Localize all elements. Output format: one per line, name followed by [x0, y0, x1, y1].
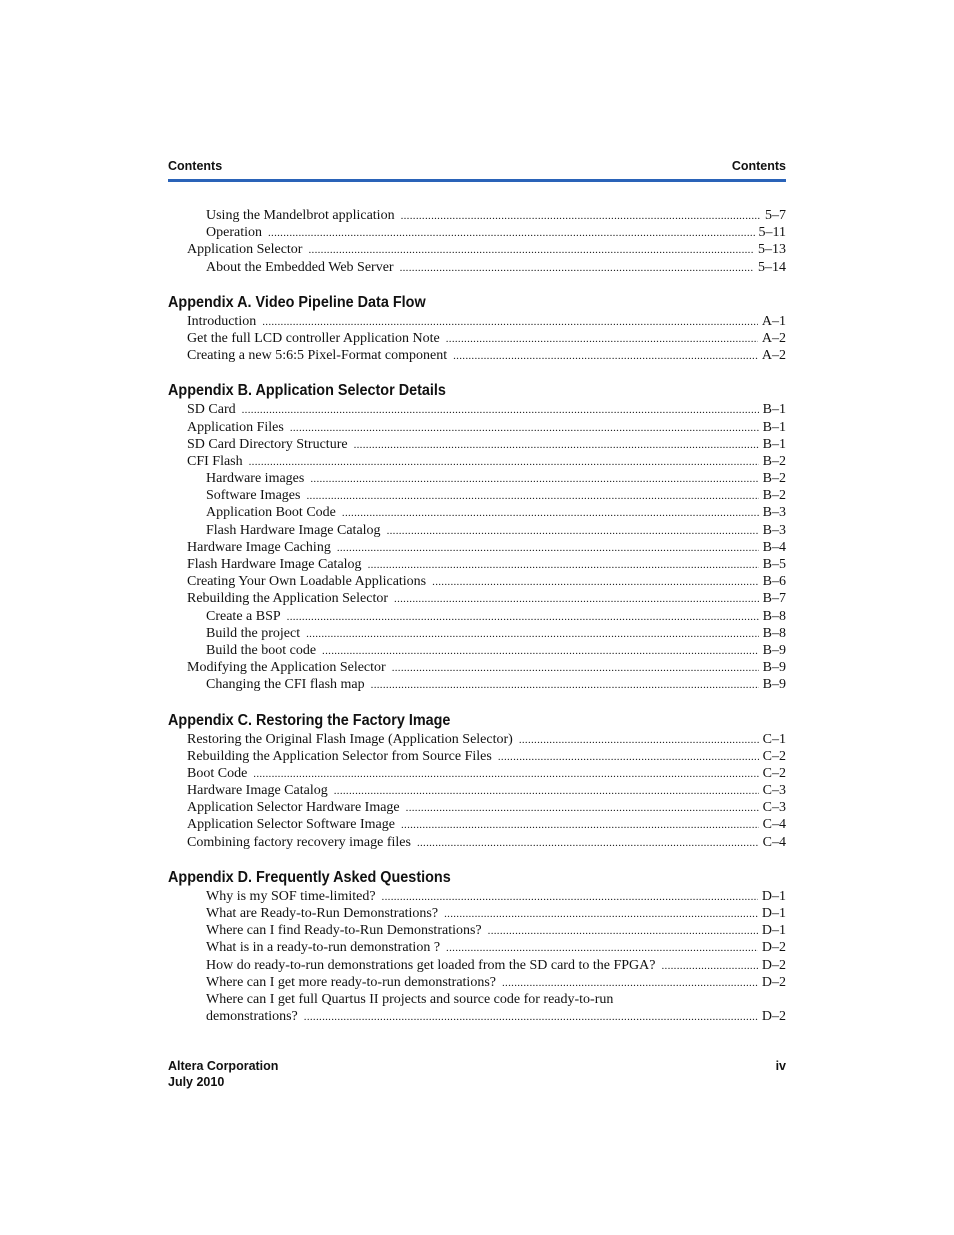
toc-entry[interactable] [168, 330, 786, 347]
toc-entry-title: How do ready-to-run demonstrations get loaded from the SD card to the FPGA? [206, 957, 656, 973]
table-of-contents [168, 207, 786, 1025]
dot-leader [406, 800, 759, 817]
toc-entry-page: A–1 [761, 313, 786, 329]
dot-leader [337, 540, 759, 557]
section-heading[interactable]: Appendix B. Application Selector Details [168, 382, 446, 400]
toc-entry-title: Get the full LCD controller Application Note [187, 330, 440, 346]
dot-leader [322, 643, 759, 660]
dot-leader [268, 225, 755, 242]
toc-entry-page: B–8 [762, 625, 786, 641]
dot-leader [446, 940, 758, 957]
toc-entry-title: Hardware images [206, 471, 305, 487]
dot-leader [249, 454, 759, 471]
section-heading[interactable]: Appendix D. Frequently Asked Questions [168, 868, 451, 886]
toc-entry[interactable] [168, 659, 786, 676]
toc-entry-page: B–6 [762, 574, 786, 590]
toc-entry-title: Creating Your Own Loadable Applications [187, 574, 427, 590]
toc-entry-title: Using the Mandelbrot application [206, 208, 395, 223]
dot-leader [432, 574, 759, 591]
toc-entry-page: D–2 [761, 974, 786, 990]
dot-leader [308, 242, 754, 259]
toc-entry-page: B–8 [762, 608, 786, 624]
dot-leader [401, 208, 761, 225]
toc-entry[interactable] [168, 573, 786, 590]
toc-entry-page: C–1 [762, 731, 786, 747]
toc-entry[interactable] [168, 590, 786, 607]
toc-entry-title: Restoring the Original Flash Image (Application Selector) [187, 731, 513, 747]
toc-entry[interactable] [168, 539, 786, 556]
toc-entry[interactable] [168, 816, 786, 833]
toc-entry-page: B–3 [762, 522, 786, 538]
toc-entry[interactable] [168, 957, 786, 974]
toc-entry-page: D–2 [761, 1009, 786, 1025]
toc-entry[interactable] [168, 1008, 786, 1025]
toc-entry[interactable] [168, 905, 786, 922]
toc-entry[interactable] [168, 401, 786, 418]
toc-entry-page: D–1 [761, 888, 786, 904]
toc-entry[interactable] [168, 608, 786, 625]
dot-leader [262, 314, 758, 331]
toc-entry-title: Hardware Image Caching [187, 539, 331, 555]
dot-leader [306, 488, 758, 505]
toc-entry[interactable] [168, 991, 786, 1008]
toc-entry-page: B–1 [762, 402, 786, 418]
toc-entry-page: D–1 [761, 923, 786, 939]
toc-entry[interactable] [168, 224, 786, 241]
toc-entry[interactable] [168, 313, 786, 330]
dot-leader [394, 591, 759, 608]
toc-entry-page: D–2 [761, 940, 786, 956]
toc-entry[interactable] [168, 642, 786, 659]
toc-entry-title: Changing the CFI flash map [206, 677, 365, 693]
toc-entry-page: B–4 [762, 539, 786, 555]
dot-leader [287, 609, 759, 626]
toc-entry-title: SD Card [187, 402, 236, 418]
toc-entry[interactable] [168, 782, 786, 799]
toc-entry-title: Create a BSP [206, 608, 281, 624]
toc-entry-title: Build the project [206, 625, 301, 641]
toc-entry-page: A–2 [761, 348, 786, 364]
dot-leader [310, 471, 758, 488]
header-left-title: Contents [168, 159, 223, 173]
toc-entry[interactable] [168, 453, 786, 470]
toc-entry-title: Flash Hardware Image Catalog [187, 557, 362, 572]
toc-entry[interactable] [168, 748, 786, 765]
toc-entry[interactable] [168, 259, 786, 276]
toc-entry-page: C–3 [762, 800, 786, 816]
toc-entry-page: D–1 [761, 906, 786, 921]
dot-leader [304, 1009, 758, 1026]
toc-entry-title: demonstrations? [206, 1009, 298, 1025]
toc-entry-title: Modifying the Application Selector [187, 660, 386, 676]
toc-entry-title: Where can I find Ready-to-Run Demonstrations? [206, 923, 482, 939]
toc-entry[interactable] [168, 436, 786, 453]
section-heading[interactable]: Appendix A. Video Pipeline Data Flow [168, 293, 426, 311]
toc-entry-title: What is in a ready-to-run demonstration ? [206, 940, 441, 956]
footer-company: Altera Corporation [168, 1059, 279, 1073]
dot-leader [371, 677, 759, 694]
toc-entry-title: Operation [206, 225, 262, 241]
toc-entry-title: Boot Code [187, 765, 248, 781]
toc-entry-title: Application Selector Software Image [187, 817, 395, 833]
toc-entry-title: CFI Flash [187, 453, 243, 469]
toc-entry-title: Application Selector [187, 242, 303, 258]
toc-entry[interactable] [168, 522, 786, 539]
toc-entry[interactable] [168, 625, 786, 642]
toc-entry[interactable] [168, 556, 786, 573]
toc-entry-page: B–2 [762, 488, 786, 504]
toc-entry-page: B–7 [762, 591, 786, 607]
dot-leader [306, 626, 759, 643]
toc-entry-title: Rebuilding the Application Selector [187, 591, 389, 607]
page-footer [168, 1059, 786, 1090]
toc-entry-title: Where can I get full Quartus II projects and source code for ready-to-run [206, 991, 614, 1007]
toc-entry[interactable] [168, 347, 786, 364]
dot-leader [334, 783, 759, 800]
footer-page-number: iv [775, 1059, 786, 1073]
dot-leader [446, 331, 758, 348]
toc-entry[interactable] [168, 487, 786, 504]
toc-entry-page: 5–13 [758, 242, 786, 258]
dot-leader [502, 975, 758, 992]
toc-entry[interactable] [168, 207, 786, 224]
footer-date: July 2010 [168, 1074, 225, 1089]
toc-entry-page: B–5 [762, 557, 786, 572]
toc-entry[interactable] [168, 676, 786, 693]
toc-entry-title: Application Files [187, 419, 284, 435]
dot-leader [253, 766, 758, 783]
dot-leader [488, 923, 758, 940]
toc-entry-title: Creating a new 5:6:5 Pixel-Format component [187, 348, 448, 364]
dot-leader [400, 260, 754, 277]
toc-entry[interactable] [168, 419, 786, 436]
header-right-title: Contents [731, 159, 786, 173]
toc-entry-title: Software Images [206, 488, 301, 504]
toc-entry-page: B–1 [762, 419, 786, 435]
dot-leader [444, 906, 758, 923]
toc-entry-title: SD Card Directory Structure [187, 436, 348, 452]
dot-leader [290, 420, 759, 437]
dot-leader [368, 557, 759, 574]
dot-leader [242, 402, 759, 419]
dot-leader [354, 437, 759, 454]
toc-entry-page: B–1 [762, 436, 786, 452]
toc-entry-title: What are Ready-to-Run Demonstrations? [206, 906, 439, 921]
toc-entry[interactable] [168, 974, 786, 991]
toc-entry-page: B–9 [762, 660, 786, 676]
toc-entry-title: Hardware Image Catalog [187, 783, 328, 799]
toc-entry-title: Application Boot Code [206, 505, 336, 521]
toc-entry-page: 5–7 [765, 208, 786, 223]
toc-entry-title: Flash Hardware Image Catalog [206, 522, 381, 538]
toc-entry-page: C–2 [762, 765, 786, 781]
toc-entry-page: D–2 [761, 957, 786, 973]
toc-entry[interactable] [168, 731, 786, 748]
toc-entry-page: C–4 [762, 817, 786, 833]
toc-entry[interactable] [168, 765, 786, 782]
toc-entry[interactable] [168, 939, 786, 956]
toc-entry-page: B–9 [762, 677, 786, 693]
toc-entry-page: 5–14 [758, 259, 786, 275]
toc-entry[interactable] [168, 504, 786, 521]
dot-leader [417, 835, 759, 852]
dot-leader [661, 958, 757, 975]
dot-leader [498, 749, 759, 766]
dot-leader [387, 523, 759, 540]
dot-leader [392, 660, 759, 677]
toc-entry-page: C–4 [762, 834, 786, 850]
running-header [168, 157, 786, 182]
toc-entry-title: About the Embedded Web Server [206, 259, 394, 275]
toc-entry-page: B–2 [762, 471, 786, 487]
toc-entry-title: Application Selector Hardware Image [187, 800, 400, 816]
toc-entry-page: B–9 [762, 642, 786, 658]
toc-entry-page: 5–11 [758, 225, 786, 241]
toc-entry-title: Combining factory recovery image files [187, 834, 411, 850]
dot-leader [519, 732, 759, 749]
toc-entry-page: A–2 [761, 330, 786, 346]
toc-entry-title: Why is my SOF time-limited? [206, 888, 376, 904]
toc-entry-title: Rebuilding the Application Selector from Source Files [187, 748, 492, 764]
toc-entry[interactable] [168, 888, 786, 905]
dot-leader [401, 817, 759, 834]
section-heading[interactable]: Appendix C. Restoring the Factory Image [168, 711, 451, 729]
toc-entry[interactable] [168, 834, 786, 851]
toc-entry[interactable] [168, 799, 786, 816]
dot-leader [342, 505, 759, 522]
toc-entry-page: C–3 [762, 783, 786, 799]
toc-entry-page: C–2 [762, 748, 786, 764]
toc-entry[interactable] [168, 470, 786, 487]
toc-entry-title: Where can I get more ready-to-run demonstrations? [206, 974, 496, 990]
dot-leader [453, 348, 758, 365]
toc-entry[interactable] [168, 241, 786, 258]
toc-entry-title: Introduction [187, 313, 257, 329]
toc-entry-title: Build the boot code [206, 642, 317, 658]
dot-leader [382, 889, 758, 906]
toc-entry-page: B–2 [762, 453, 786, 469]
toc-entry-page: B–3 [762, 505, 786, 521]
toc-entry[interactable] [168, 922, 786, 939]
